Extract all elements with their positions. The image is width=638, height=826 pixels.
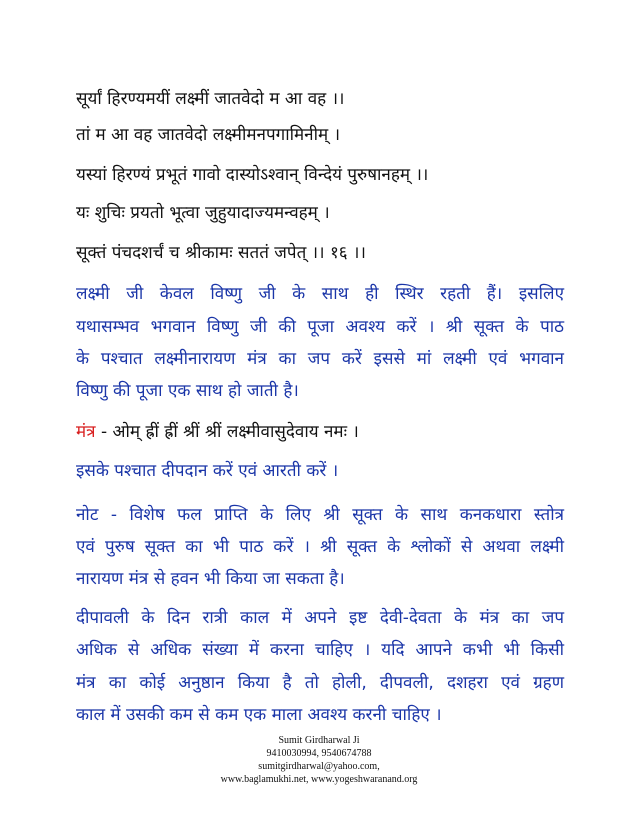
mantra-text: ओम् ह्रीं ह्रीं श्रीं श्रीं लक्ष्मीवासुदेवाय नमः । [112,422,359,442]
para1-line-4: विष्णु की पूजा एक साथ हो जाती है। [76,381,299,401]
footer-phones: 9410030994, 9540674788 [266,748,372,759]
para1-line-2: यथासम्भव भगवान विष्णु जी की पूजा अवश्य करें । श्री सूक्त के पाठ [76,317,564,337]
para2-line-2: अधिक से अधिक संख्या में करना चाहिए । यदि आपने कभी भी किसी [76,640,564,660]
verse-line-4: यः शुचिः प्रयतो भूत्वा जुहुयादाज्यमन्वहम् । [76,203,330,223]
para1-line-1: लक्ष्मी जी केवल विष्णु जी के साथ ही स्थिर रहती हैं। इसलिए [76,284,564,304]
para2-line-3: मंत्र का कोई अनुष्ठान किया है तो होली, दीपवली, दशहरा एवं ग्रहण [76,673,564,693]
verse-line-3: यस्यां हिरण्यं प्रभूतं गावो दास्योऽश्वान् विन्देयं पुरुषानहम् ।। [76,165,429,185]
mantra-label: मंत्र [76,422,96,442]
mantra-line [76,421,359,443]
para2-line-1: दीपावली के दिन रात्री काल में अपने इष्ट देवी-देवता के मंत्र का जप [76,608,564,628]
deepdan-line: इसके पश्चात दीपदान करें एवं आरती करें । [76,461,339,481]
note-line-2: एवं पुरुष सूक्त का भी पाठ करें । श्री सूक्त के श्लोकों से अथवा लक्ष्मी [76,537,564,557]
footer-name: Sumit Girdharwal Ji [278,735,360,746]
verse-line-2: तां म आ वह जातवेदो लक्ष्मीमनपगामिनीम् । [76,125,341,145]
note-line-1: नोट - विशेष फल प्राप्ति के लिए श्री सूक्त के साथ कनकधारा स्तोत्र [76,505,564,525]
note-line-3: नारायण मंत्र से हवन भी किया जा सकता है। [76,569,345,589]
verse-line-5: सूक्तं पंचदशर्चं च श्रीकामः सततं जपेत् ।। १६ ।। [76,243,366,263]
para1-line-3: के पश्चात लक्ष्मीनारायण मंत्र का जप करें इससे मां लक्ष्मी एवं भगवान [76,349,564,369]
footer-email[interactable]: sumitgirdharwal@yahoo.com, [258,761,380,772]
mantra-dash: - [95,422,113,442]
footer-websites[interactable]: www.baglamukhi.net, www.yogeshwaranand.org [220,774,418,785]
para2-line-4: काल में उसकी कम से कम एक माला अवश्य करनी चाहिए । [76,705,442,725]
verse-line-1: सूर्यां हिरण्यमयीं लक्ष्मीं जातवेदो म आ वह ।। [76,89,345,109]
